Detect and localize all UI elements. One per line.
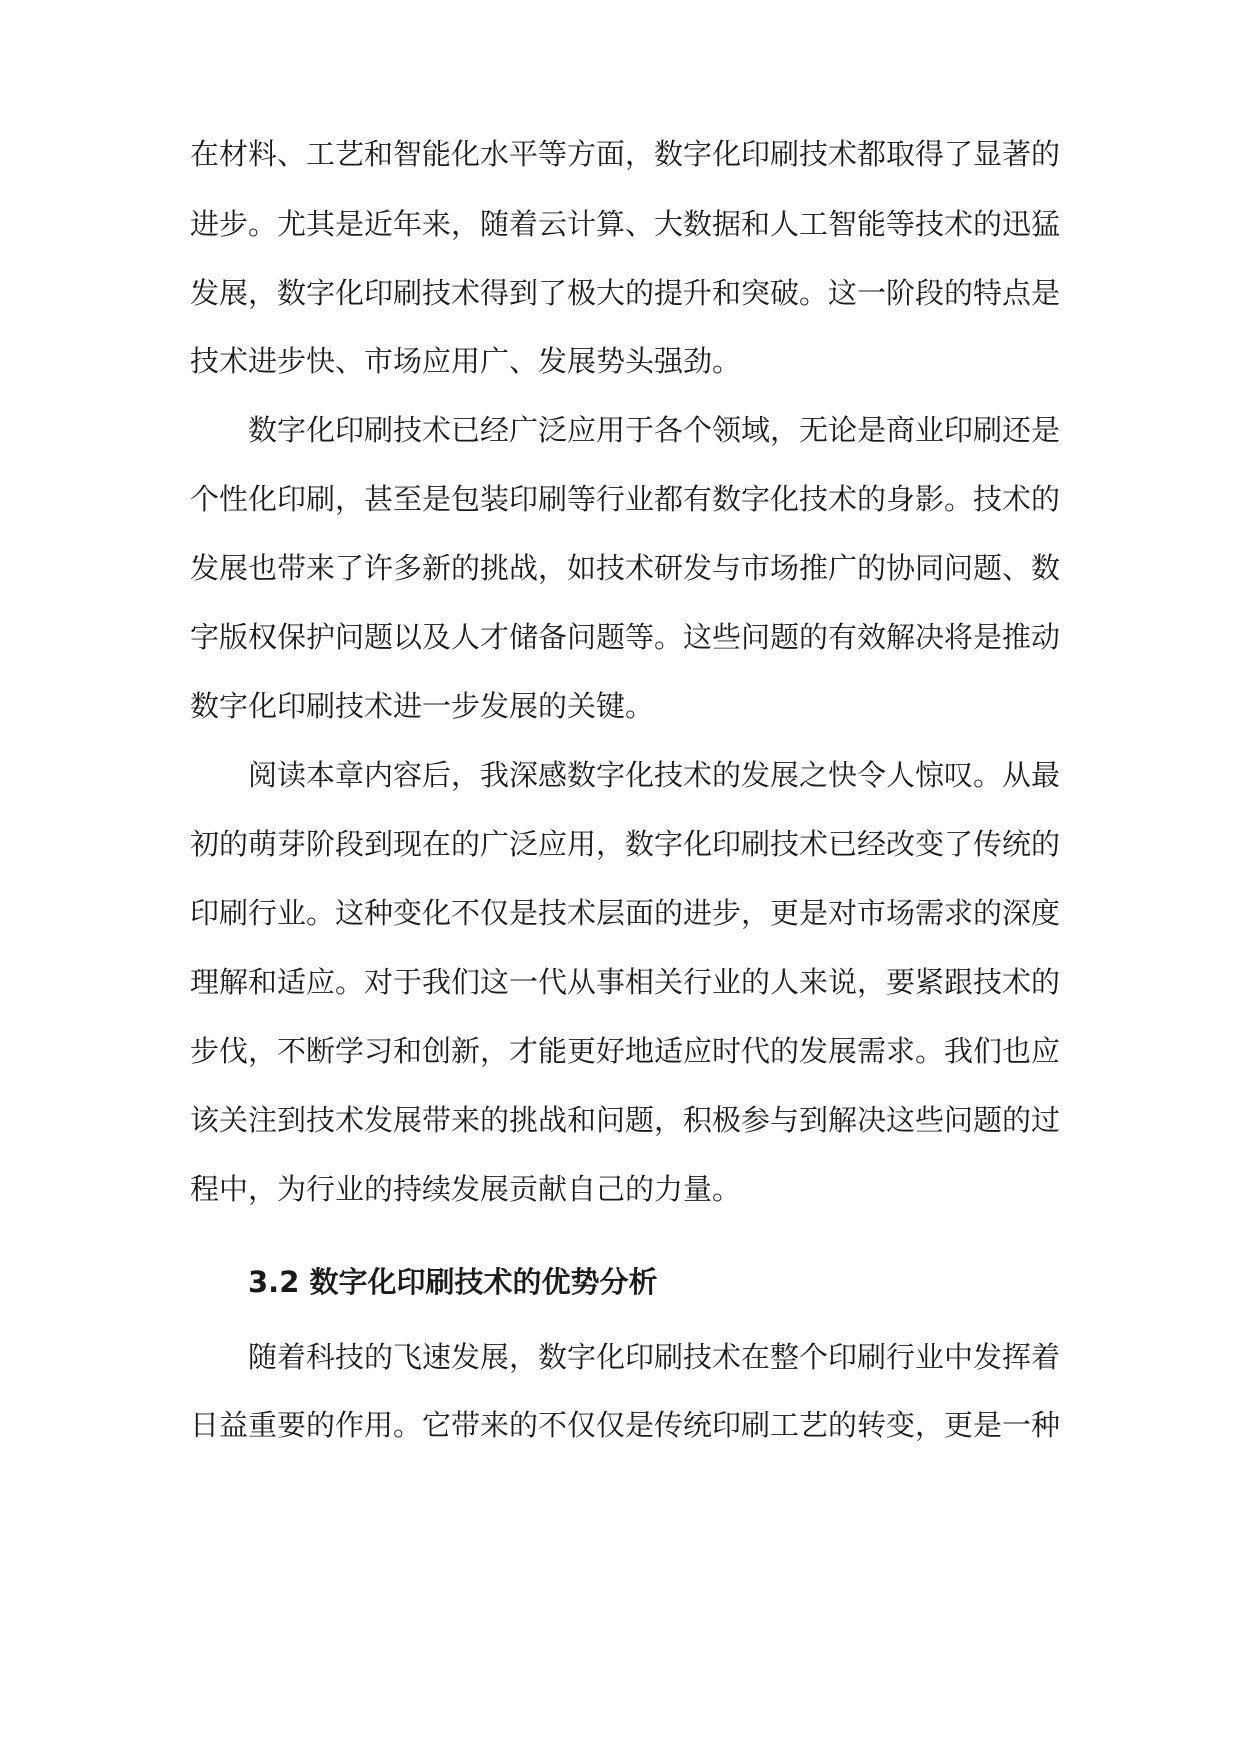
section-paragraph-line-2: 日益重要的作用。它带来的不仅仅是传统印刷工艺的转变，更是一种 <box>190 1408 1061 1442</box>
paragraph-2-line-3: 发展也带来了许多新的挑战，如技术研发与市场推广的协同问题、数 <box>190 551 1061 585</box>
paragraph-3-line-1: 阅读本章内容后，我深感数字化技术的发展之快令人惊叹。从最 <box>248 758 1061 792</box>
paragraph-2-line-4: 字版权保护问题以及人才储备问题等。这些问题的有效解决将是推动 <box>190 620 1061 654</box>
paragraph-3-line-5: 步伐，不断学习和创新，才能更好地适应时代的发展需求。我们也应 <box>190 1034 1061 1068</box>
paragraph-2-line-1: 数字化印刷技术已经广泛应用于各个领域，无论是商业印刷还是 <box>248 413 1061 447</box>
paragraph-3-line-7: 程中，为行业的持续发展贡献自己的力量。 <box>190 1172 742 1206</box>
paragraph-3-line-2: 初的萌芽阶段到现在的广泛应用，数字化印刷技术已经改变了传统的 <box>190 827 1061 861</box>
paragraph-3-line-6: 该关注到技术发展带来的挑战和问题，积极参与到解决这些问题的过 <box>190 1103 1061 1137</box>
paragraph-1-line-4: 技术进步快、市场应用广、发展势头强劲。 <box>190 344 742 378</box>
paragraph-2-line-2: 个性化印刷，甚至是包装印刷等行业都有数字化技术的身影。技术的 <box>190 482 1061 516</box>
paragraph-3-line-4: 理解和适应。对于我们这一代从事相关行业的人来说，要紧跟技术的 <box>190 965 1061 999</box>
paragraph-1-line-1: 在材料、工艺和智能化水平等方面，数字化印刷技术都取得了显著的 <box>190 137 1061 171</box>
paragraph-1-line-2: 进步。尤其是近年来，随着云计算、大数据和人工智能等技术的迅猛 <box>190 207 1061 241</box>
paragraph-2-line-5: 数字化印刷技术进一步发展的关键。 <box>190 689 655 723</box>
section-heading: 3.2 数字化印刷技术的优势分析 <box>248 1265 658 1299</box>
paragraph-3-line-3: 印刷行业。这种变化不仅是技术层面的进步，更是对市场需求的深度 <box>190 896 1061 930</box>
paragraph-1-line-3: 发展，数字化印刷技术得到了极大的提升和突破。这一阶段的特点是 <box>190 276 1061 310</box>
section-paragraph-line-1: 随着科技的飞速发展，数字化印刷技术在整个印刷行业中发挥着 <box>248 1340 1061 1374</box>
